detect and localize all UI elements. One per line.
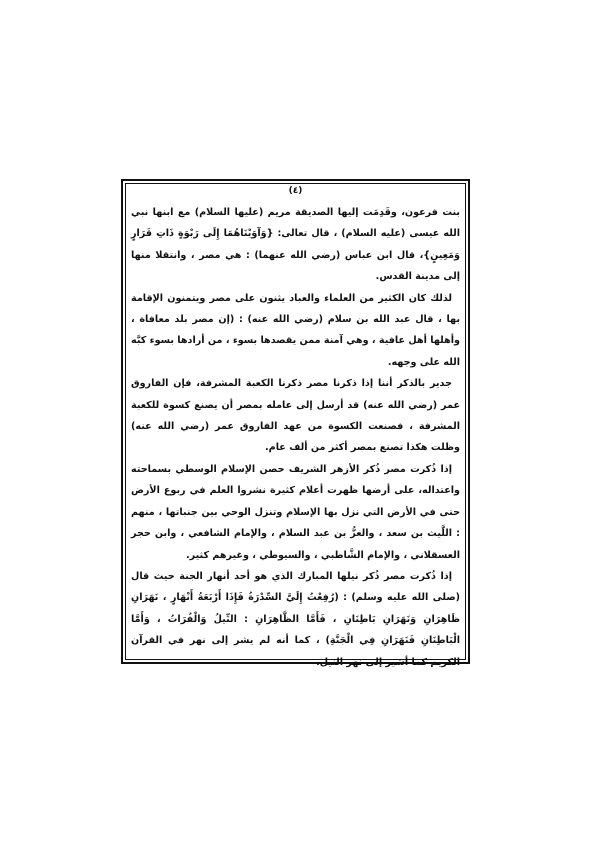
paragraph-5: إذا ذُكرت مصر ذُكر نيلها المبارك الذي هو أحد أنهار الجنة حيث قال (صلى الله عليه وسلم) : (رُفِعْتُ إِلَيَّ السِّدْرَةُ فَإِذَا أَرْبَعَةُ أَنْهَارٍ ، نَهَرَانِ ظَاهِرَانِ وَنَهَرَانِ بَاطِنَانِ ، فَأَمَّا الظَّاهِرَانِ : النِّيلُ وَالْفُرَاتُ ، وَأَمَّا الْبَاطِنَانِ فَنَهَرَانِ فِي الْجَنَّةِ) ، كما أنه لم يشر إلى نهر في القرآن الكريم كما أشير إلى نهر النيل،	[131, 570, 460, 668]
page-number: (٤)	[288, 186, 303, 196]
paragraph-1: بنت فرعون، وقَدِمَت إليها الصديقة مريم (عليها السلام) مع ابنها نبي الله عيسى (عليه السلام) ، قال تعالى: {وَآوَيْنَاهُمَا إِلَى رَبْوَةٍ ذَاتِ قَرَارٍ وَمَعِينٍ}، قال ابن عباس (رضي الله عنهما) : هي مصر ، وانتقلا منها إلى مدينة القدس.	[131, 207, 460, 283]
paragraph-2: لذلك كان الكثير من العلماء والعباد يثنون على مصر ويتمنون الإقامة بها ، قال عبد الله بن سلام (رضي الله عنه) : (إن مصر بلد معافاة ، وأهلها أهل عافية ، وهي آمنة ممن يقصدها بسوء ، من أرادها بسوء كبَّه الله على وجهه.	[131, 292, 460, 368]
paragraph-4: إذا ذُكرت مصر ذُكر الأزهر الشريف حصن الإسلام الوسطي بسماحته واعتداله، على أرضها ظهرت أعلام كثيرة نشروا العلم في ربوع الأرض حتى في الأرض التي نزل بها الإسلام وتنزل الوحي بين جنباتها ، منهم : اللَّيث بن سعد ، والعزُّ بن عبد السلام ، والإمام الشافعي ، وابن حجر العسقلاني ، والإمام الشَّاطبي ، والسيوطي ، وغيرهم كثير.	[131, 463, 460, 561]
page-body	[131, 202, 460, 673]
paragraph-3: جدير بالذكر أننا إذا ذكرنا مصر ذكرنا الكعبة المشرفة، فإن الفاروق عمر (رضي الله عنه) قد أرسل إلى عامله بمصر أن يصنع كسوة للكعبة المشرفة ، فصنعت الكسوة من عهد الفاروق عمر (رضي الله عنه) وظلت هكذا تصنع بمصر أكثر من ألف عام.	[131, 378, 460, 454]
